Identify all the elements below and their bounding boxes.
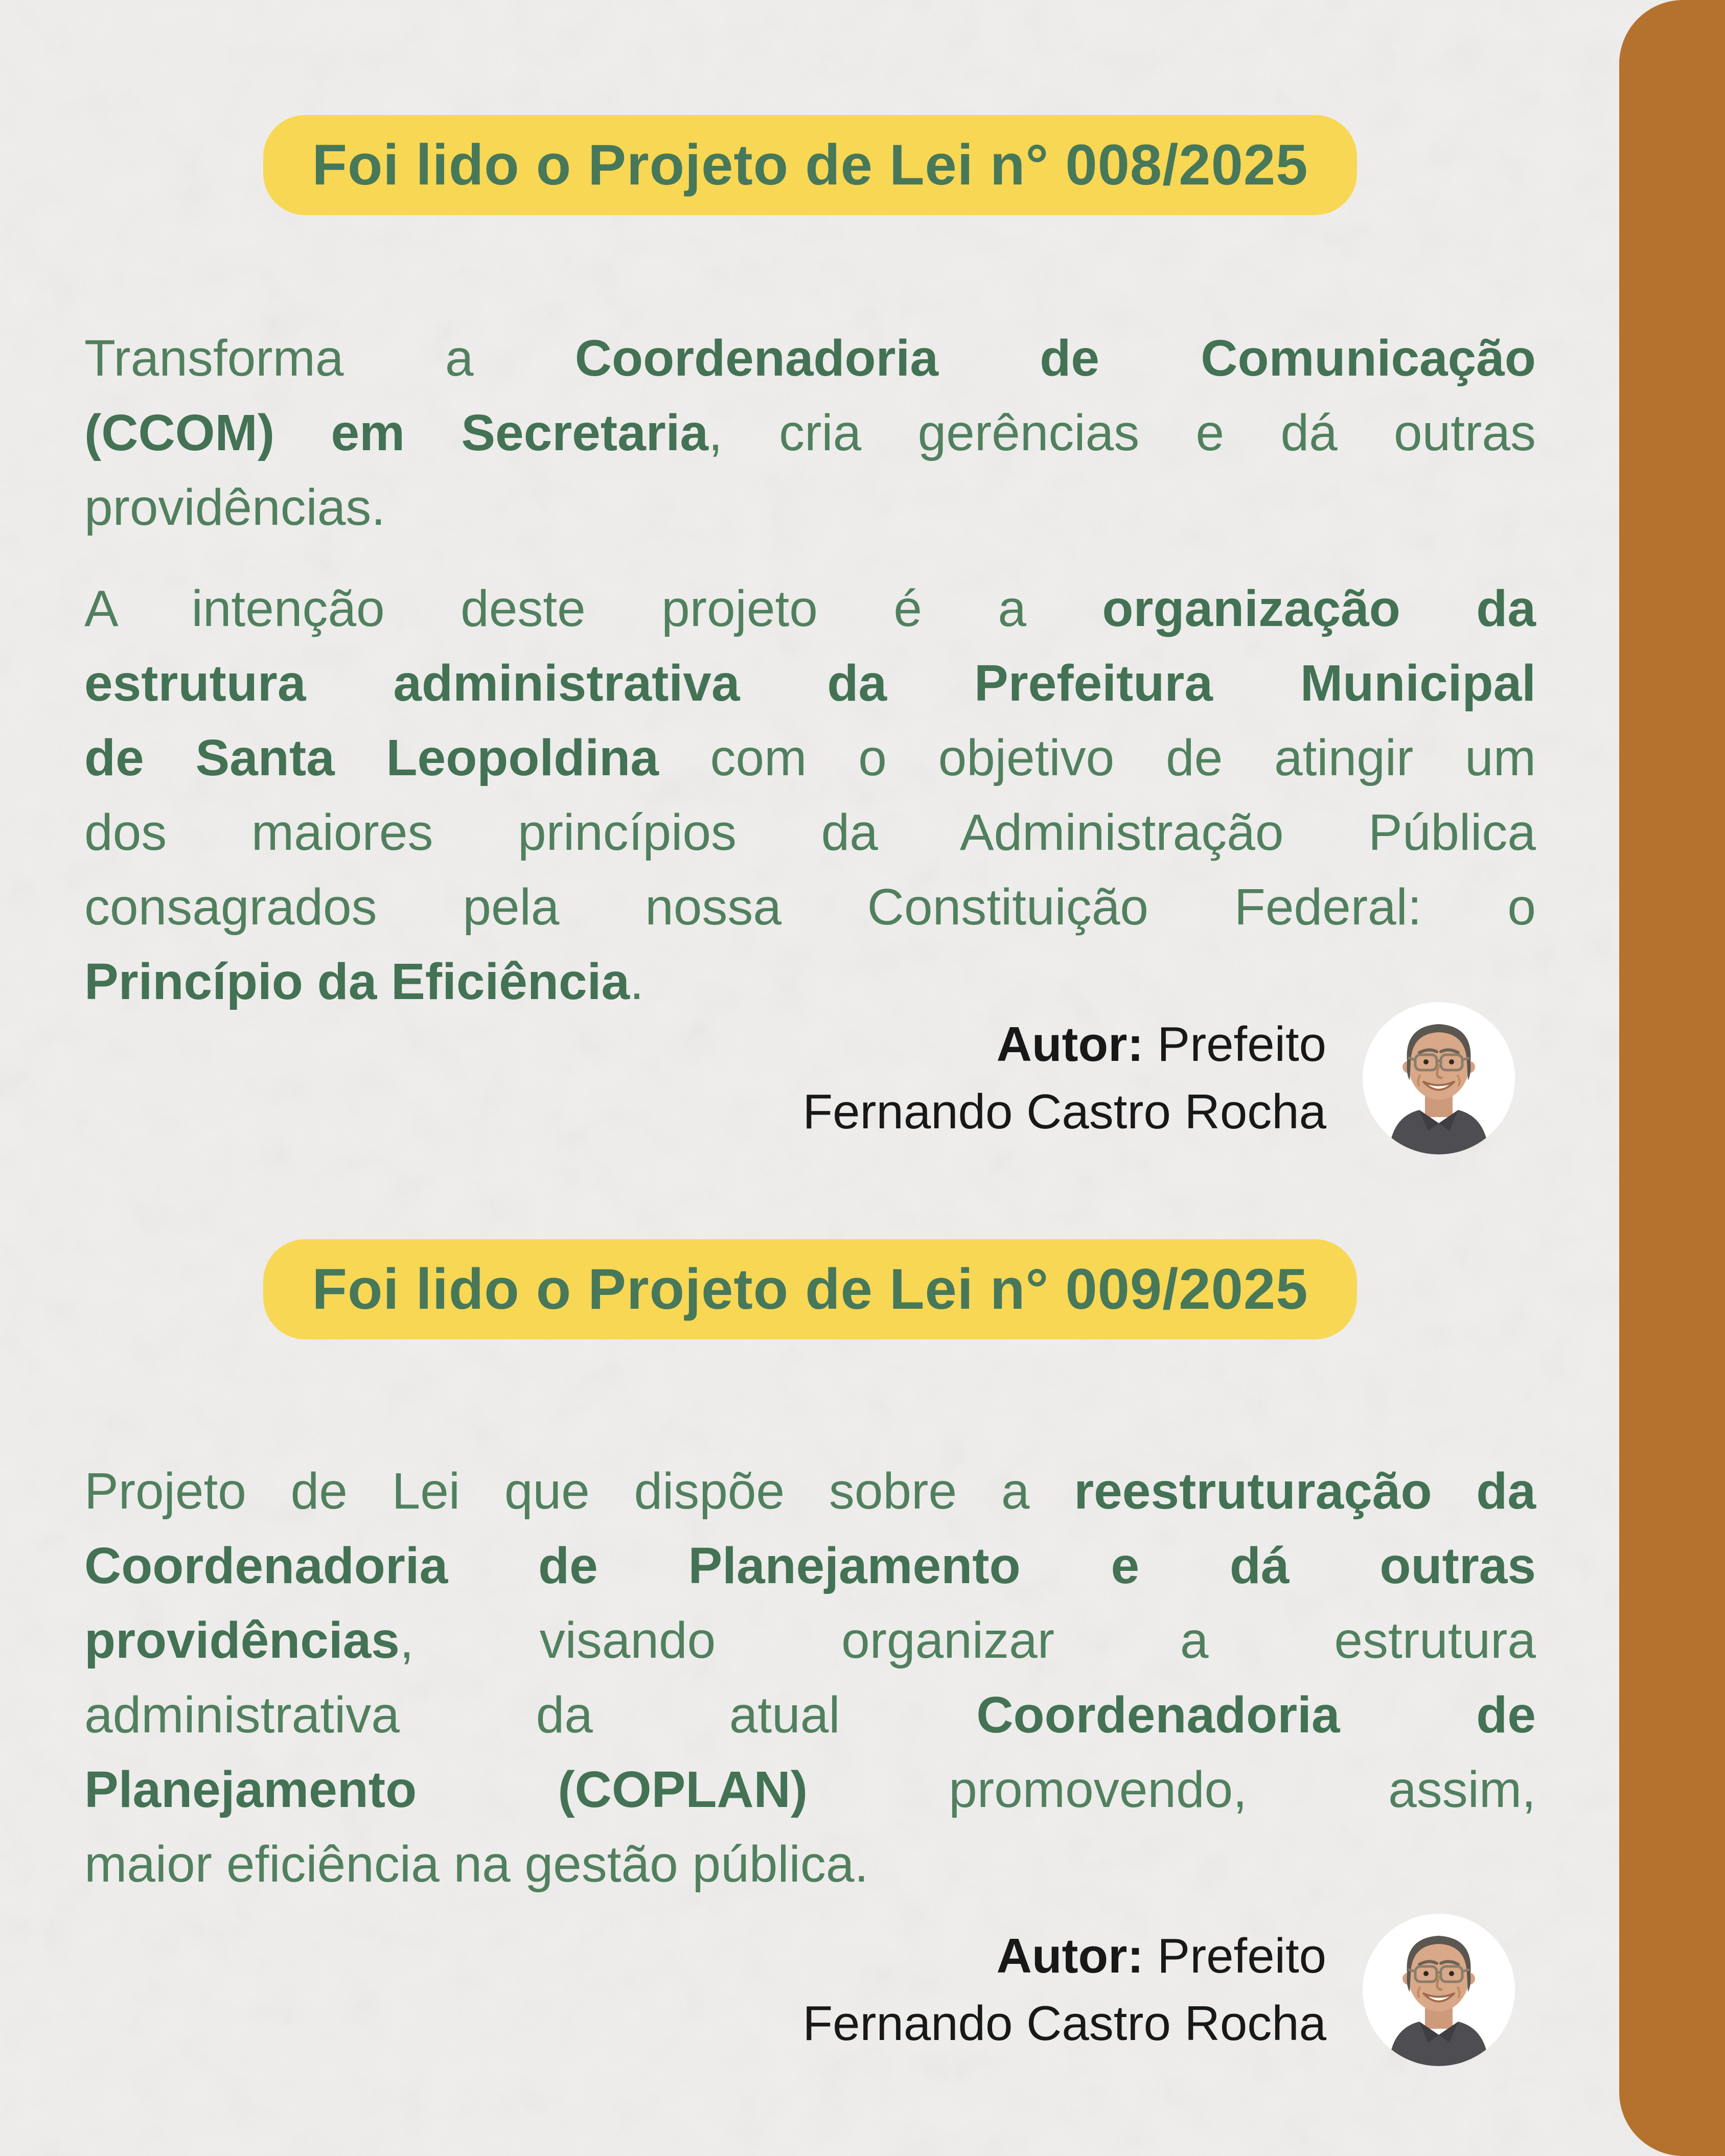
text-run: reestruturação da	[1074, 1463, 1536, 1520]
section-2-body	[84, 1454, 1536, 1902]
text-run: Transforma a	[84, 330, 575, 387]
author-role-line	[802, 1011, 1326, 1078]
section-2-badge: Foi lido o Projeto de Lei n° 009/2025	[263, 1239, 1358, 1339]
text-run: .	[630, 953, 644, 1010]
section-2-badge-row	[84, 1239, 1536, 1339]
text-run: de Santa Leopoldina	[84, 729, 659, 786]
paragraph	[84, 571, 1536, 1019]
author-role: Prefeito	[1157, 1929, 1326, 1983]
text-line	[84, 795, 1536, 870]
text-run: Coordenadoria de Planejamento e dá outras	[84, 1537, 1536, 1594]
text-line	[84, 1603, 1536, 1678]
author-role-line	[802, 1922, 1326, 1990]
text-run: consagrados pela nossa Constituição Federal: o	[84, 878, 1536, 936]
text-line	[84, 1752, 1536, 1827]
text-line	[84, 321, 1536, 396]
text-line	[84, 571, 1536, 646]
text-run: organização da	[1102, 580, 1536, 637]
author-credit	[802, 1011, 1326, 1146]
paragraph	[84, 1454, 1536, 1902]
text-run: providências	[84, 1612, 400, 1669]
section-2-author-block	[84, 1913, 1515, 2067]
author-photo	[1362, 1913, 1515, 2067]
text-line	[84, 470, 1536, 545]
author-name: Fernando Castro Rocha	[802, 1084, 1326, 1139]
section-1-badge: Foi lido o Projeto de Lei n° 008/2025	[263, 115, 1358, 215]
section-1-author-block	[84, 1002, 1515, 1155]
text-line	[84, 646, 1536, 721]
text-run: providências.	[84, 479, 386, 536]
author-label: Autor:	[996, 1929, 1144, 1983]
author-name: Fernando Castro Rocha	[802, 1996, 1326, 2051]
text-run: maior eficiência na gestão pública.	[84, 1836, 869, 1893]
text-line	[84, 1454, 1536, 1528]
text-run: estrutura administrativa da Prefeitura Municipal	[84, 655, 1536, 712]
text-run: Coordenadoria de Comunicação	[574, 330, 1536, 387]
text-line	[84, 1528, 1536, 1603]
text-run: (CCOM) em Secretaria	[84, 404, 709, 461]
author-label: Autor:	[996, 1017, 1144, 1072]
text-line	[84, 870, 1536, 944]
text-run: A intenção deste projeto é a	[84, 580, 1102, 637]
text-run: dos maiores princípios da Administração Pública	[84, 804, 1536, 861]
author-role: Prefeito	[1157, 1017, 1326, 1072]
text-line	[84, 1827, 1536, 1902]
section-1-badge-row	[84, 115, 1536, 215]
text-line	[84, 1678, 1536, 1752]
section-1-body	[84, 321, 1536, 1019]
text-run: com o objetivo de atingir um	[658, 729, 1536, 786]
author-photo	[1362, 1002, 1515, 1155]
text-run: promovendo, assim,	[808, 1761, 1536, 1818]
text-run: Projeto de Lei que dispõe sobre a	[84, 1463, 1074, 1520]
text-line	[84, 396, 1536, 470]
text-run: , cria gerências e dá outras	[708, 404, 1536, 461]
text-run: Princípio da Eficiência	[84, 953, 630, 1010]
author-credit	[802, 1922, 1326, 2057]
text-run: Coordenadoria de	[976, 1686, 1536, 1744]
side-accent-bar	[1619, 0, 1725, 2156]
paragraph	[84, 321, 1536, 545]
text-run: Planejamento (COPLAN)	[84, 1761, 808, 1818]
text-run: administrativa da atual	[84, 1686, 977, 1744]
text-run: , visando organizar a estrutura	[399, 1612, 1536, 1669]
text-line	[84, 721, 1536, 795]
